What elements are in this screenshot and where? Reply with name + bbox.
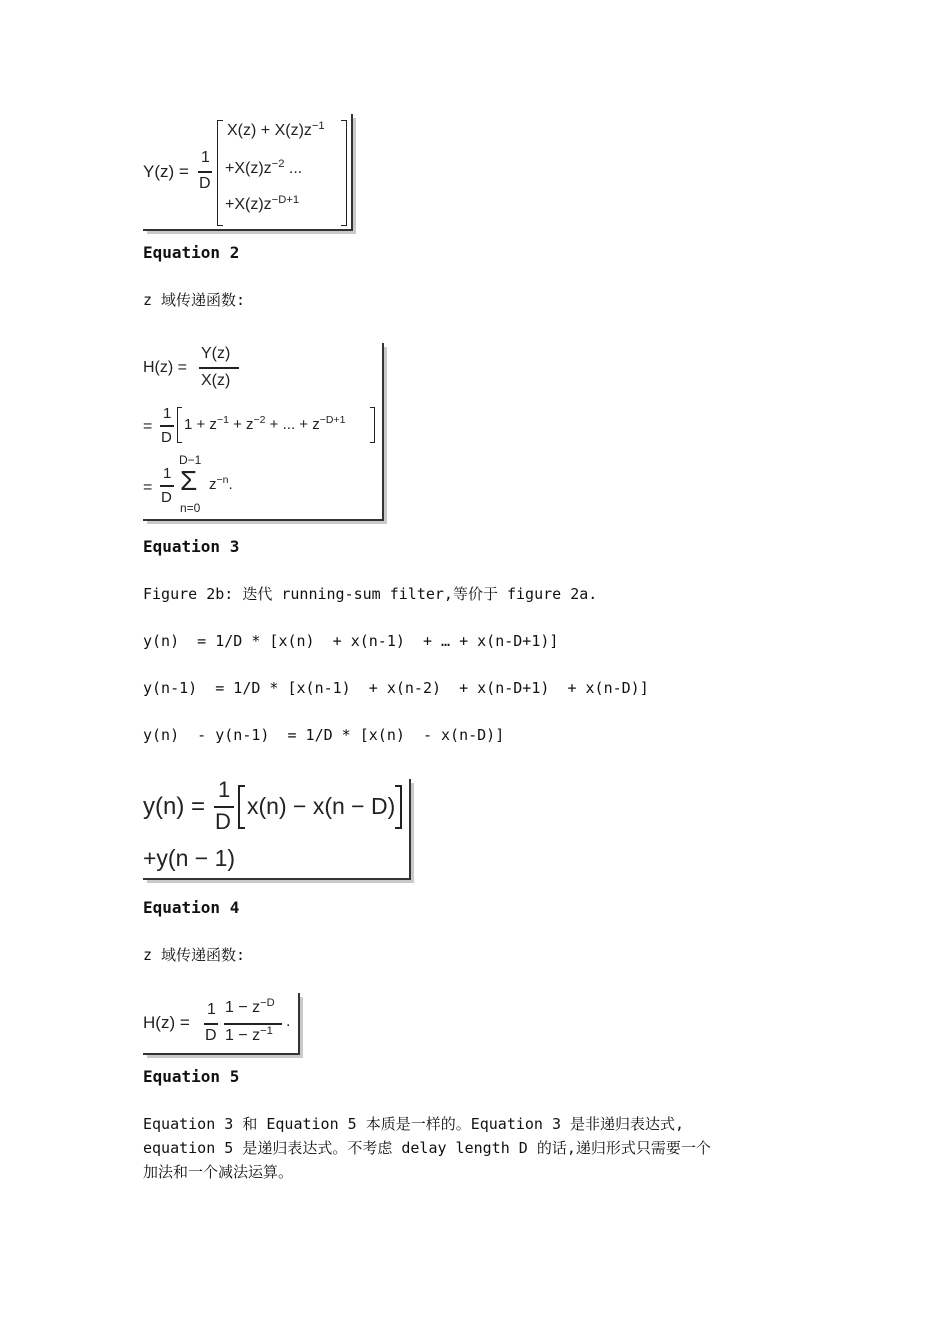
eq4-denominator: D: [215, 809, 231, 834]
eq3-row2-num: 1: [163, 405, 172, 422]
eq5-lhs: H(z) =: [143, 1013, 190, 1032]
eq5-numerator: 1: [207, 1001, 216, 1018]
eq3-row3-eq: =: [143, 479, 153, 496]
eq2-right-bracket: [341, 120, 347, 226]
eq3-row1-lhs: H(z) =: [143, 359, 187, 376]
equation-4-image: [143, 779, 411, 880]
eq4-line2: +y(n − 1): [143, 845, 236, 871]
eq3-sum-lower: n=0: [180, 501, 201, 515]
final-paragraph-line-1: Equation 3 和 Equation 5 本质是一样的。Equation 3 是非递归表达式,: [143, 1115, 685, 1133]
equation-5-caption: Equation 5: [143, 1067, 240, 1086]
eq2-line3: $+X(z)z^{-D+1}$: [225, 194, 300, 213]
eq3-sum-upper: D−1: [179, 453, 202, 467]
eq4-numerator: 1: [218, 777, 231, 802]
eq4-left-bracket: [238, 785, 245, 829]
difference-equation-b: y(n-1) = 1/D * [x(n-1) + x(n-2) + x(n-D+1) + x(n-D)]: [143, 679, 649, 697]
eq4-lhs: y(n) =: [143, 793, 206, 820]
difference-equation-a: y(n) = 1/D * [x(n) + x(n-1) + … + x(n-D+1)]: [143, 632, 559, 650]
final-paragraph-line-2: equation 5 是递归表达式。不考虑 delay length D 的话,递归形式只需要一个: [143, 1139, 711, 1157]
eq3-sum-sigma: Σ: [180, 465, 198, 496]
equation-3-image: [143, 343, 384, 521]
eq3-row3-body: $z^{-n}$.: [209, 474, 233, 493]
eq5-tail: .: [286, 1013, 291, 1030]
equation-5-image: [143, 993, 300, 1055]
eq2-numerator: 1: [201, 149, 210, 166]
eq3-row1-den: X(z): [201, 372, 231, 389]
difference-equation-c: y(n) - y(n-1) = 1/D * [x(n) - x(n-D)]: [143, 726, 505, 744]
eq3-row3-num: 1: [163, 465, 172, 482]
eq4-body: x(n) − x(n − D): [247, 793, 396, 819]
z-domain-transfer-label-2: z 域传递函数:: [143, 946, 246, 964]
eq2-left-bracket: [217, 120, 223, 226]
eq2-denominator: D: [199, 175, 211, 192]
eq3-row2-den: D: [161, 429, 172, 446]
eq2-line2: $+X(z)z^{-2}$ ...: [225, 158, 303, 177]
eq5-denominator: D: [205, 1027, 217, 1044]
eq3-row2-body: $1 + z^{-1} + z^{-2}$ + ... + $z^{-D+1}$: [184, 414, 346, 433]
eq3-row2-right-bracket: [370, 407, 375, 443]
equation-3-caption: Equation 3: [143, 537, 240, 556]
eq3-row2-left-bracket: [177, 407, 182, 443]
final-paragraph-line-3: 加法和一个减法运算。: [143, 1163, 294, 1181]
eq4-right-bracket: [395, 785, 402, 829]
eq2-line1: $X(z) + X(z)z^{-1}$: [227, 120, 325, 139]
eq3-row3-den: D: [161, 489, 172, 506]
figure-2b-paragraph: Figure 2b: 迭代 running-sum filter,等价于 figure 2a.: [143, 585, 598, 603]
equation-2-image: [143, 114, 353, 231]
eq5-num2: $1 - z^{-D}$: [225, 997, 275, 1016]
eq3-row2-eq: =: [143, 418, 153, 435]
eq2-lhs: Y(z) =: [143, 162, 189, 181]
eq3-row1-num: Y(z): [201, 345, 231, 362]
equation-4-caption: Equation 4: [143, 898, 240, 917]
equation-2-caption: Equation 2: [143, 243, 240, 262]
eq5-den2: $1 - z^{-1}$: [225, 1025, 273, 1044]
z-domain-transfer-label-1: z 域传递函数:: [143, 291, 246, 309]
